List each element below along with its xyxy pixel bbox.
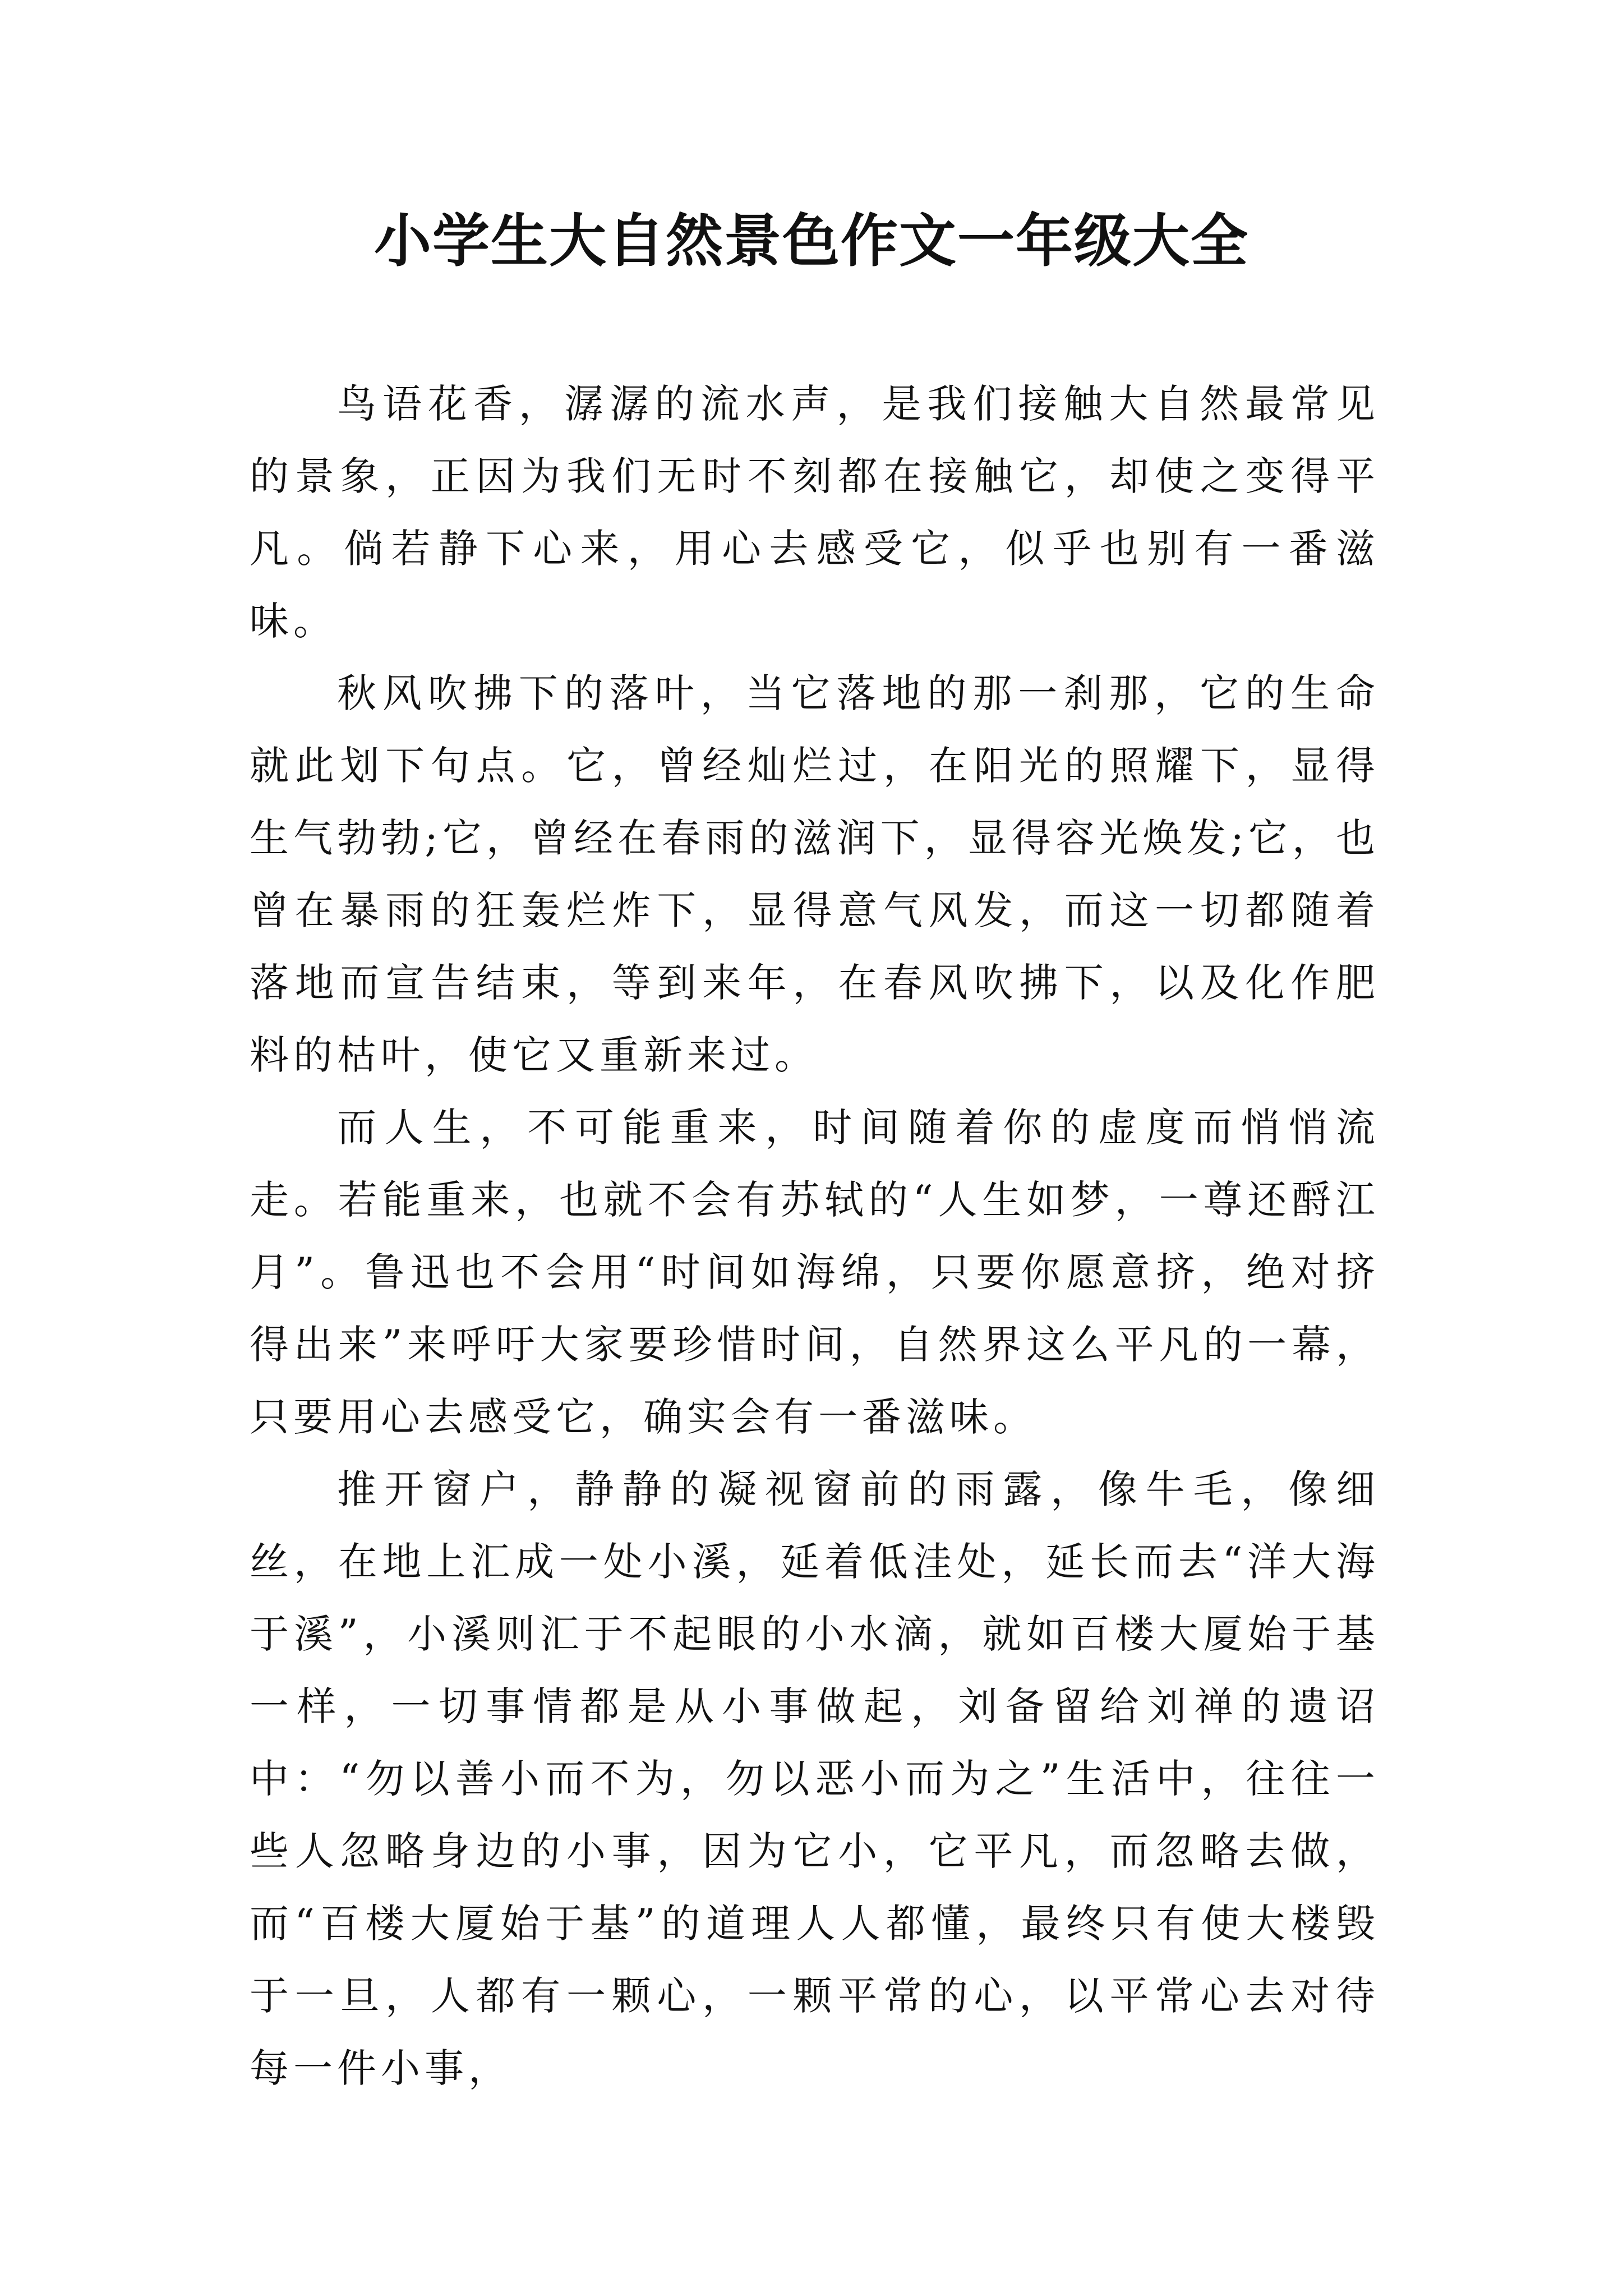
paragraph-1: 鸟语花香，潺潺的流水声，是我们接触大自然最常见的景象，正因为我们无时不刻都在接触它，却使之变得平凡。倘若静下心来，用心去感受它，似乎也别有一番滋味。 (250, 381, 1380, 644)
paragraph-3: 而人生，不可能重来，时间随着你的虚度而悄悄流走。若能重来，也就不会有苏轼的“人生如梦，一尊还酹江月”。鲁迅也不会用“时间如海绵，只要你愿意挤，绝对挤得出来”来呼吁大家要珍惜时间，自然界这么平凡的一幕，只要用心去感受它，确实会有一番滋味。 (250, 1105, 1380, 1440)
paragraph-2: 秋风吹拂下的落叶，当它落地的那一刹那，它的生命就此划下句点。它，曾经灿烂过，在阳光的照耀下，显得生气勃勃;它，曾经在春雨的滋润下，显得容光焕发;它，也曾在暴雨的狂轰烂炸下，显得意气风发，而这一切都随着落地而宣告结束，等到来年，在春风吹拂下，以及化作肥料的枯叶，使它又重新来过。 (250, 670, 1380, 1078)
document-body (250, 368, 1380, 2105)
document-title: 小学生大自然景色作文一年级大全 (374, 208, 1249, 275)
paragraph-4: 推开窗户，静静的凝视窗前的雨露，像牛毛，像细丝，在地上汇成一处小溪，延着低洼处，延长而去“洋大海于溪”，小溪则汇于不起眼的小水滴，就如百楼大厦始于基一样，一切事情都是从小事做起，刘备留给刘禅的遗诏中：“勿以善小而不为，勿以恶小而为之”生活中，往往一些人忽略身边的小事，因为它小，它平凡，而忽略去做，而“百楼大厦始于基”的道理人人都懂，最终只有使大楼毁于一旦，人都有一颗心，一颗平常的心，以平常心去对待每一件小事， (250, 1466, 1380, 2091)
